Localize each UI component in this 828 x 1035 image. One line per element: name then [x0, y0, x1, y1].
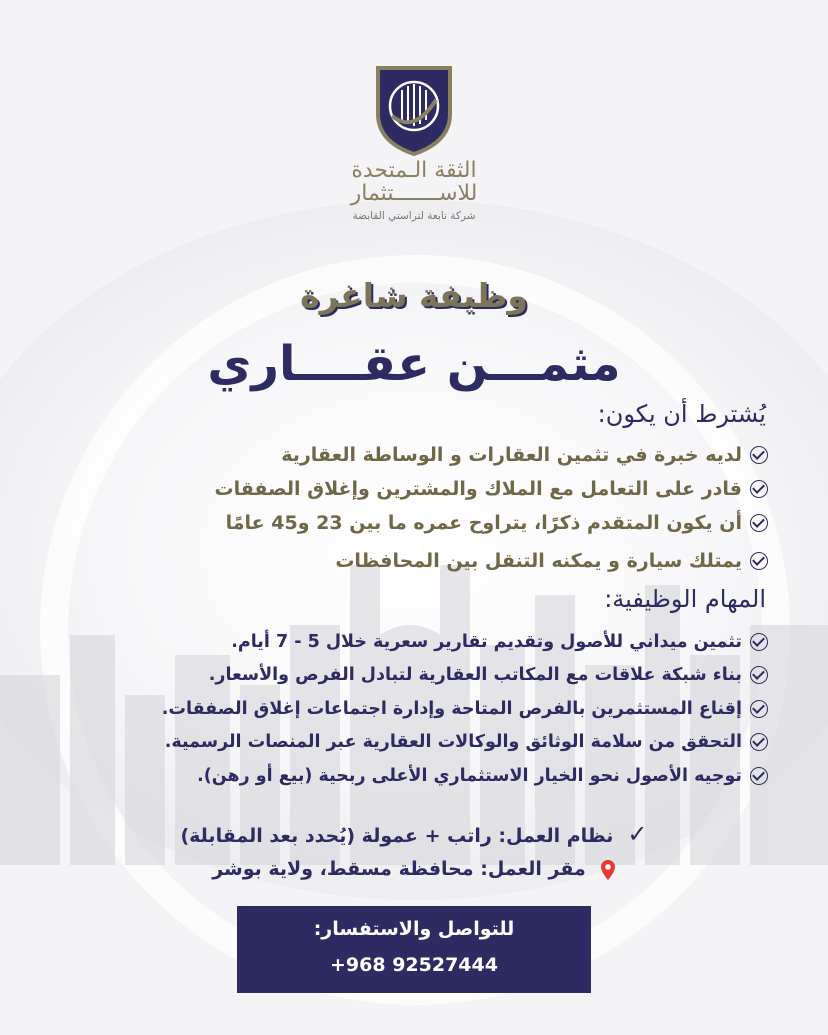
list-item: إقناع المستثمرين بالفرص المتاحة وإدارة اجتماعات إغلاق الصفقات. [162, 692, 768, 726]
contact-label: للتواصل والاستفسار: [313, 918, 515, 940]
list-item: يمتلك سيارة و يمكنه التنقل بين المحافظات [215, 544, 768, 578]
requirements-list [215, 438, 768, 578]
vacancy-title: وظيفة شاغرة [300, 276, 528, 315]
checkmark-icon: ✓ [627, 820, 648, 848]
contact-box [237, 906, 591, 993]
list-item: بناء شبكة علاقات مع المكاتب العقارية لتبادل الفرص والأسعار. [162, 659, 768, 693]
list-item: التحقق من سلامة الوثائق والوكالات العقارية عبر المنصات الرسمية. [162, 726, 768, 760]
check-circle-icon [750, 666, 768, 684]
contact-phone[interactable]: +968 92527444 [330, 954, 498, 976]
tasks-heading: المهام الوظيفية: [604, 585, 766, 613]
brand-subtitle: شركة تابعة لتراستي القابضة [352, 210, 476, 222]
brand-name-line2: للاســـــــتثمار [350, 181, 478, 206]
check-circle-icon [750, 446, 768, 464]
location-text: مقر العمل: محافظة مسقط، ولاية بوشر [212, 858, 586, 880]
check-circle-icon [750, 700, 768, 718]
company-logo [374, 64, 454, 156]
work-system-text: نظام العمل: راتب + عمولة (يُحدد بعد المقابلة) [180, 825, 614, 847]
list-item: تثمين ميداني للأصول وتقديم تقارير سعرية خلال 5 - 7 أيام. [162, 625, 768, 659]
brand-name-line1: الثقة الـمتحدة [351, 158, 477, 183]
work-system-line [0, 820, 828, 848]
check-circle-icon [750, 767, 768, 785]
list-item: أن يكون المتقدم ذكرًا، يتراوح عمره ما بين 23 و45 عامًا [215, 506, 768, 540]
location-pin-icon [600, 859, 616, 881]
list-item: توجيه الأصول نحو الخيار الاستثماري الأعلى ربحية (بيع أو رهن). [162, 759, 768, 793]
check-circle-icon [750, 514, 768, 532]
check-circle-icon [750, 552, 768, 570]
list-item: لديه خبرة في تثمين العقارات و الوساطة العقارية [215, 438, 768, 472]
tasks-list [162, 625, 768, 793]
requirements-heading: يُشترط أن يكون: [597, 400, 766, 428]
check-circle-icon [750, 633, 768, 651]
check-circle-icon [750, 480, 768, 498]
role-title: مثمـــن عقــــاري [207, 336, 621, 392]
check-circle-icon [750, 733, 768, 751]
location-line [0, 858, 828, 881]
list-item: قادر على التعامل مع الملاك والمشترين وإغلاق الصفقات [215, 472, 768, 506]
